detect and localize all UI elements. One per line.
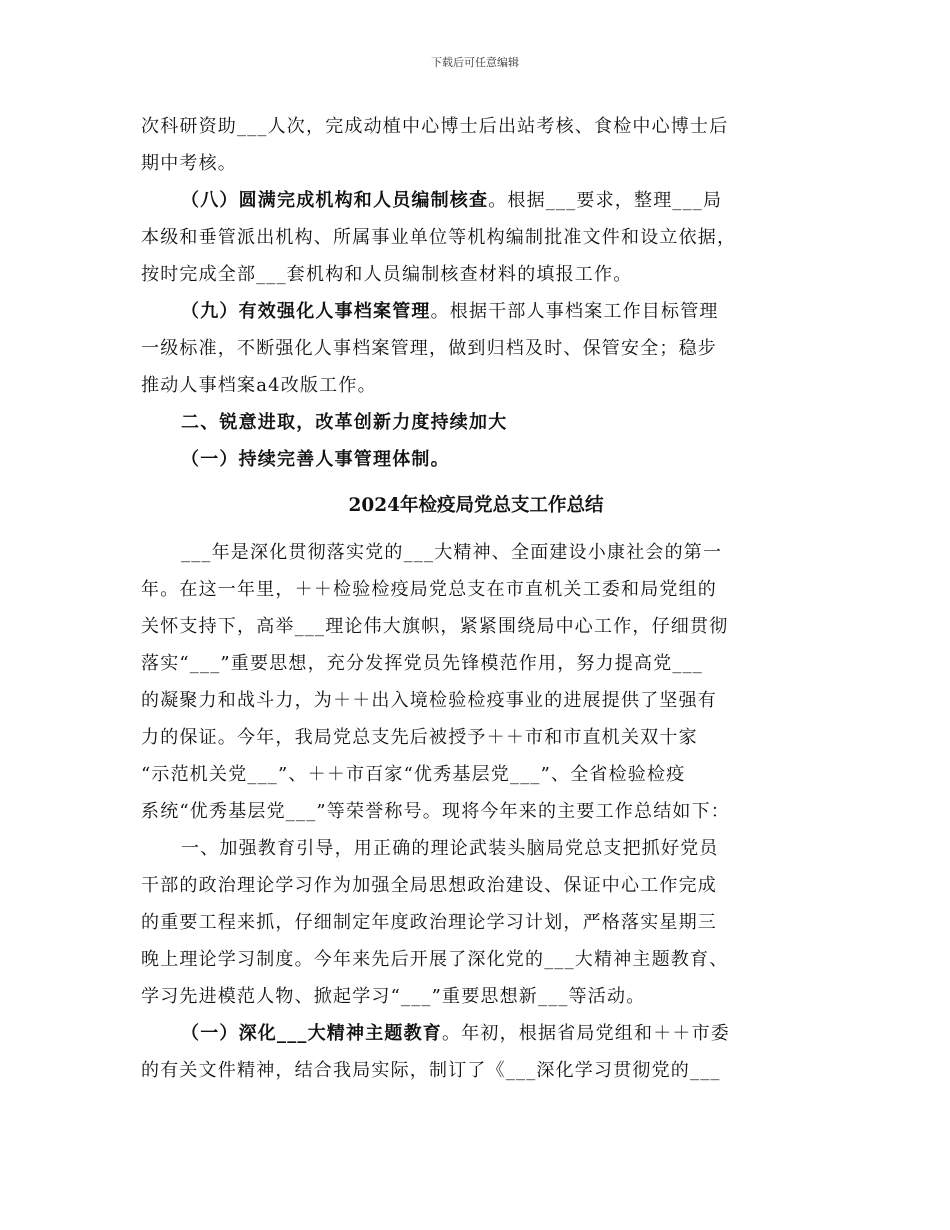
paragraph-line: 一级标准，不断强化人事档案管理，做到归档及时、保管安全；稳步 (141, 338, 717, 359)
paragraph-line: （八）圆满完成机构和人员编制核查。根据___要求，整理___局 (181, 190, 723, 211)
paragraph-line: 学习先进模范人物、掀起学习“___”重要思想新___等活动。 (141, 986, 646, 1007)
paragraph-line: 本级和垂管派出机构、所属事业单位等机构编制批准文件和设立依据， (141, 227, 737, 248)
document-body (141, 108, 811, 1089)
paragraph-line: （九）有效强化人事档案管理。根据干部人事档案工作目标管理 (181, 301, 719, 322)
paragraph-line: 干部的政治理论学习作为加强全局思想政治建设、保证中心工作完成 (141, 875, 717, 896)
paragraph-line: 推动人事档案a4改版工作。 (141, 375, 377, 396)
section-heading: 二、锐意进取，改革创新力度持续加大 (181, 412, 508, 433)
paragraph-line: “示范机关党___”、＋＋市百家“优秀基层党___”、全省检验检疫 (141, 764, 686, 785)
paragraph-line: 系统“优秀基层党___”等荣誉称号。现将今年来的主要工作总结如下： (141, 801, 731, 822)
paragraph-line: ___年是深化贯彻落实党的___大精神、全面建设小康社会的第一 (181, 542, 723, 563)
paragraph-line: 次科研资助___人次，完成动植中心博士后出站考核、食检中心博士后 (141, 116, 729, 137)
section-heading: （一）持续完善人事管理体制。 (181, 449, 450, 470)
section-heading: （八）圆满完成机构和人员编制核查 (181, 190, 489, 211)
paragraph-line: 落实“___”重要思想，充分发挥党员先锋模范作用，努力提高党___ (141, 653, 704, 674)
paragraph-line: 关怀支持下，高举___理论伟大旗帜，紧紧围绕局中心工作，仔细贯彻 (141, 616, 729, 637)
section-heading: （九）有效强化人事档案管理 (181, 301, 431, 322)
page-header: 下载后可任意编辑 (431, 56, 519, 69)
paragraph-line: 的有关文件精神，结合我局实际，制订了《___深化学习贯彻党的___ (141, 1060, 721, 1081)
paragraph-line: 力的保证。今年，我局党总支先后被授予＋＋市和市直机关双十家 (141, 727, 698, 748)
paragraph-line: 晚上理论学习制度。今年来先后开展了深化党的___大精神主题教育、 (141, 949, 729, 970)
paragraph-line: （一）深化___大精神主题教育。年初，根据省局党组和＋＋市委 (181, 1023, 730, 1044)
paragraph-line: 一、加强教育引导，用正确的理论武装头脑局党总支把抓好党员 (181, 838, 719, 859)
document-title: 2024年检疫局党总支工作总结 (348, 495, 604, 516)
paragraph-line: 期中考核。 (141, 153, 237, 174)
section-heading: （一）深化___大精神主题教育 (181, 1023, 442, 1044)
paragraph-line: 按时完成全部___套机构和人员编制核查材料的填报工作。 (141, 264, 633, 285)
paragraph-line: 的重要工程来抓，仔细制定年度政治理论学习计划，严格落实星期三 (141, 912, 717, 933)
paragraph-line: 年。在这一年里，＋＋检验检疫局党总支在市直机关工委和局党组的 (141, 579, 717, 600)
paragraph-line: 的凝聚力和战斗力，为＋＋出入境检验检疫事业的进展提供了坚强有 (141, 690, 717, 711)
